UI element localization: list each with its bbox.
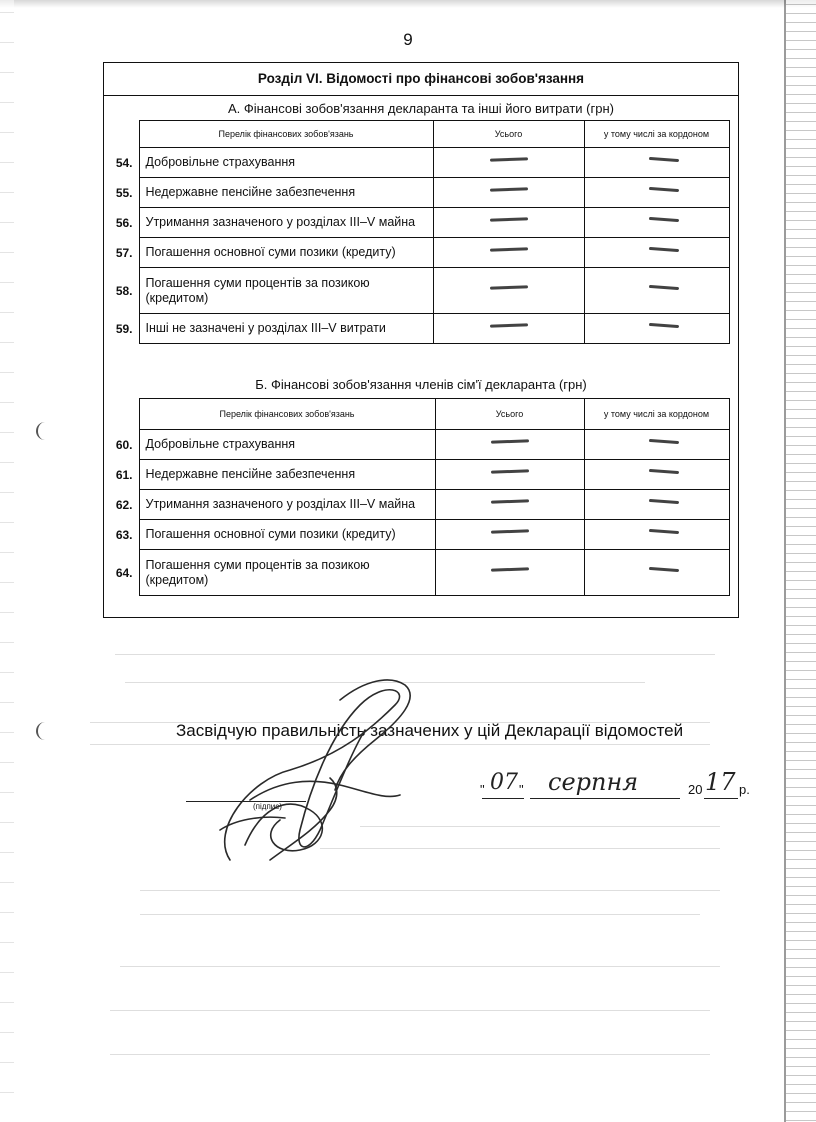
table-a-header	[104, 121, 729, 148]
punch-hole-mark	[36, 422, 54, 440]
date-year-line	[704, 798, 738, 799]
handwritten-dash	[648, 186, 678, 191]
row-label: Добровільне страхування	[139, 148, 433, 178]
date-quote-open: "	[480, 782, 485, 797]
handwritten-dash	[648, 528, 678, 533]
header-list: Перелік фінансових зобов'язань	[139, 121, 433, 148]
handwritten-dash	[489, 323, 527, 327]
row-number: 63.	[115, 527, 133, 542]
table-row	[104, 268, 729, 314]
header-abroad: у тому числі за кордоном	[584, 399, 729, 430]
row-total-value	[435, 460, 584, 490]
row-label: Утримання зазначеного у розділах III–V майна	[139, 208, 433, 238]
row-abroad-value	[584, 314, 729, 344]
table-row	[104, 490, 729, 520]
table-row	[104, 550, 729, 596]
date-year-suffix: 17	[705, 768, 736, 796]
row-abroad-value	[584, 550, 729, 596]
row-total-value	[435, 520, 584, 550]
row-abroad-value	[584, 238, 729, 268]
punch-hole-mark	[36, 722, 54, 740]
row-label: Погашення суми процентів за позикою (кредитом)	[139, 268, 433, 314]
handwritten-dash	[490, 499, 528, 503]
header-abroad: у тому числі за кордоном	[584, 121, 729, 148]
subsection-a-title: А. Фінансові зобов'язання декларанта та інші його витрати (грн)	[227, 101, 614, 116]
handwritten-dash	[648, 438, 678, 443]
handwritten-dash	[648, 246, 678, 251]
row-number: 58.	[115, 283, 133, 298]
table-b-header	[104, 399, 729, 430]
table-b	[104, 398, 730, 596]
handwritten-dash	[490, 529, 528, 533]
date-quote-close: "	[519, 782, 524, 797]
row-number: 64.	[115, 565, 133, 580]
table-row	[104, 520, 729, 550]
row-abroad-value	[584, 460, 729, 490]
table-row	[104, 314, 729, 344]
row-abroad-value	[584, 148, 729, 178]
row-number: 55.	[115, 185, 133, 200]
row-number: 56.	[115, 215, 133, 230]
handwritten-dash	[648, 216, 678, 221]
row-label: Погашення основної суми позики (кредиту)	[139, 520, 435, 550]
handwritten-dash	[648, 498, 678, 503]
row-label: Інші не зазначені у розділах III–V витрати	[139, 314, 433, 344]
row-number: 61.	[115, 467, 133, 482]
row-total-value	[435, 550, 584, 596]
handwritten-dash	[648, 566, 678, 571]
row-number: 59.	[115, 321, 133, 336]
header-list: Перелік фінансових зобов'язань	[139, 399, 435, 430]
table-row	[104, 208, 729, 238]
row-total-value	[433, 268, 584, 314]
handwritten-dash	[489, 247, 527, 251]
row-label: Погашення основної суми позики (кредиту)	[139, 238, 433, 268]
handwritten-dash	[489, 217, 527, 221]
section-title: Розділ VI. Відомості про фінансові зобов'язання	[104, 63, 738, 96]
row-number: 62.	[115, 497, 133, 512]
row-total-value	[433, 178, 584, 208]
table-row	[104, 460, 729, 490]
date-day-line	[482, 798, 524, 799]
row-number: 60.	[115, 437, 133, 452]
row-total-value	[433, 148, 584, 178]
row-total-value	[435, 490, 584, 520]
table-row	[104, 178, 729, 208]
handwritten-dash	[489, 285, 527, 289]
row-total-value	[433, 238, 584, 268]
header-total: Усього	[435, 399, 584, 430]
certification-text: Засвідчую правильність зазначених у цій Декларації відомостей	[176, 721, 684, 740]
row-abroad-value	[584, 268, 729, 314]
header-spacer	[104, 399, 139, 430]
scan-edge-top	[0, 0, 816, 8]
row-label: Погашення суми процентів за позикою (кредитом)	[139, 550, 435, 596]
row-label: Утримання зазначеного у розділах III–V майна	[139, 490, 435, 520]
handwritten-dash	[648, 284, 678, 289]
header-total: Усього	[433, 121, 584, 148]
header-spacer	[104, 121, 139, 148]
row-label: Недержавне пенсійне забезпечення	[139, 460, 435, 490]
subsection-b-title: Б. Фінансові зобов'язання членів сім'ї декларанта (грн)	[255, 377, 587, 392]
handwritten-dash	[648, 468, 678, 473]
row-number: 54.	[115, 155, 133, 170]
handwritten-dash	[489, 157, 527, 161]
row-abroad-value	[584, 490, 729, 520]
row-label: Добровільне страхування	[139, 430, 435, 460]
row-total-value	[433, 208, 584, 238]
scan-edge-right	[784, 0, 816, 1122]
row-abroad-value	[584, 208, 729, 238]
handwritten-dash	[490, 439, 528, 443]
row-total-value	[433, 314, 584, 344]
handwritten-dash	[490, 469, 528, 473]
signature-caption: (підпис)	[253, 802, 282, 811]
row-abroad-value	[584, 178, 729, 208]
signature-line	[186, 801, 306, 802]
row-abroad-value	[584, 430, 729, 460]
date-year-prefix: 20	[688, 782, 703, 797]
table-a	[104, 120, 730, 344]
date-year-unit: р.	[739, 782, 750, 797]
row-label: Недержавне пенсійне забезпечення	[139, 178, 433, 208]
handwritten-dash	[490, 567, 528, 571]
row-number: 57.	[115, 245, 133, 260]
table-row	[104, 148, 729, 178]
row-abroad-value	[584, 520, 729, 550]
table-row	[104, 238, 729, 268]
handwritten-dash	[648, 322, 678, 327]
date-month-line	[530, 798, 680, 799]
table-row	[104, 430, 729, 460]
scan-edge-left	[0, 0, 14, 1122]
page-number: 9	[403, 30, 413, 49]
handwritten-dash	[489, 187, 527, 191]
handwritten-dash	[648, 156, 678, 161]
date-month: серпня	[548, 768, 639, 796]
row-total-value	[435, 430, 584, 460]
section-vi-frame	[103, 62, 739, 618]
date-day: 07	[490, 770, 518, 795]
signature-image	[190, 660, 440, 880]
